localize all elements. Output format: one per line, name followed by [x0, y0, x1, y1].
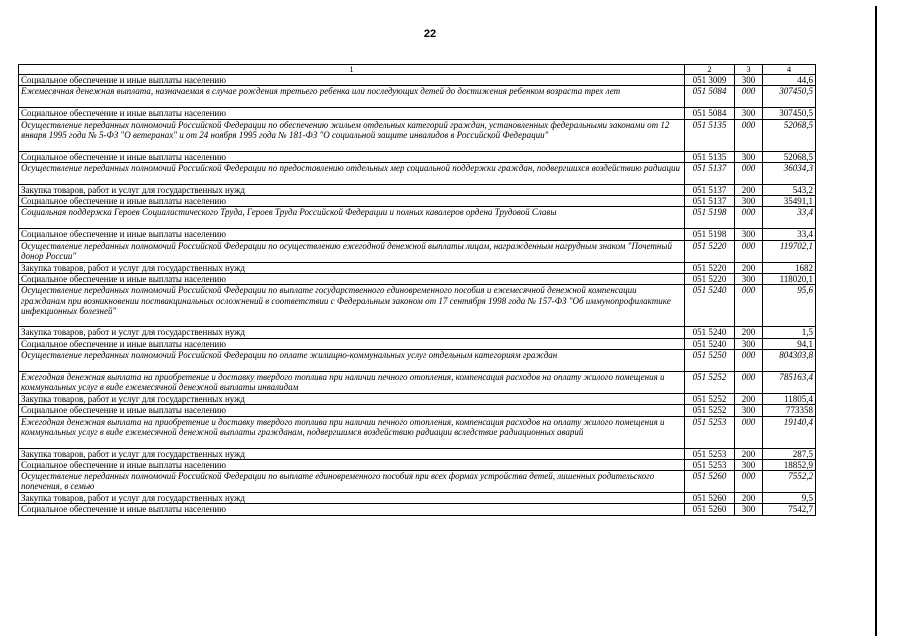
table-row [19, 108, 816, 119]
table-row [19, 196, 816, 207]
row-amount-cell: 785163,4 [763, 371, 816, 393]
row-type-cell: 300 [735, 229, 763, 240]
row-amount-cell: 9,5 [763, 493, 816, 504]
table-row [19, 86, 816, 108]
row-type-cell: 000 [735, 207, 763, 229]
table-row [19, 274, 816, 285]
row-type-cell: 000 [735, 162, 763, 184]
row-name-cell: Осуществление переданных полномочий Российской Федерации по выплате государственного единовременного пособия и ежемесячной денежной компенсации гражданам при возникновении поствакцинальных осложнений в соответствии с Федеральным законом от 17 сентября 1998 года № 157-ФЗ "Об иммунопрофилактике инфекционных болезней" [19, 285, 685, 327]
row-type-cell: 300 [735, 459, 763, 470]
row-type-cell: 000 [735, 285, 763, 327]
row-name-cell: Закупка товаров, работ и услуг для государственных нужд [19, 393, 685, 404]
row-amount-cell: 36034,3 [763, 162, 816, 184]
row-amount-cell: 307450,5 [763, 86, 816, 108]
table-row [19, 162, 816, 184]
table-row [19, 184, 816, 195]
row-code-cell: 051 5240 [685, 285, 735, 327]
table-row [19, 207, 816, 229]
row-amount-cell: 11805,4 [763, 393, 816, 404]
row-name-cell: Социальное обеспечение и иные выплаты населению [19, 338, 685, 349]
header-col-2: 2 [685, 65, 735, 75]
row-amount-cell: 33,4 [763, 207, 816, 229]
row-amount-cell: 52068,5 [763, 119, 816, 151]
row-name-cell: Ежегодная денежная выплата на приобретение и доставку твердого топлива при наличии печного отопления, компенсация расходов на оплату жилого помещения и коммунальных услуг в виде ежемесячной денежной выплаты гражданам, подвергшимся воздействию радиации вследствие радиационных аварий [19, 416, 685, 448]
row-amount-cell: 119702,1 [763, 240, 816, 262]
table-row [19, 229, 816, 240]
table-row [19, 349, 816, 371]
row-name-cell: Осуществление переданных полномочий Российской Федерации по выплате единовременного пособия при всех формах устройства детей, лишенных родительского попечения, в семью [19, 471, 685, 493]
row-name-cell: Закупка товаров, работ и услуг для государственных нужд [19, 448, 685, 459]
table-row [19, 338, 816, 349]
table-row [19, 151, 816, 162]
table-row [19, 262, 816, 273]
row-code-cell: 051 5198 [685, 207, 735, 229]
row-code-cell: 051 5137 [685, 184, 735, 195]
row-code-cell: 051 5240 [685, 327, 735, 338]
row-amount-cell: 543,2 [763, 184, 816, 195]
row-type-cell: 300 [735, 196, 763, 207]
row-amount-cell: 1,5 [763, 327, 816, 338]
row-code-cell: 051 5252 [685, 405, 735, 416]
row-amount-cell: 19140,4 [763, 416, 816, 448]
header-col-3: 3 [735, 65, 763, 75]
header-col-1: 1 [19, 65, 685, 75]
row-type-cell: 000 [735, 86, 763, 108]
row-code-cell: 051 5198 [685, 229, 735, 240]
row-code-cell: 051 5220 [685, 262, 735, 273]
row-name-cell: Социальное обеспечение и иные выплаты населению [19, 459, 685, 470]
row-name-cell: Социальное обеспечение и иные выплаты населению [19, 229, 685, 240]
row-type-cell: 200 [735, 327, 763, 338]
row-amount-cell: 33,4 [763, 229, 816, 240]
row-name-cell: Осуществление переданных полномочий Российской Федерации по предоставлению отдельных мер социальной поддержки граждан, подвергшихся воздействию радиации [19, 162, 685, 184]
budget-table [18, 64, 816, 516]
row-amount-cell: 7542,7 [763, 504, 816, 515]
row-code-cell: 051 5252 [685, 371, 735, 393]
page-number: 22 [423, 28, 437, 40]
row-name-cell: Закупка товаров, работ и услуг для государственных нужд [19, 327, 685, 338]
row-code-cell: 051 5137 [685, 162, 735, 184]
row-amount-cell: 804303,8 [763, 349, 816, 371]
row-name-cell: Социальное обеспечение и иные выплаты населению [19, 151, 685, 162]
row-code-cell: 051 5260 [685, 493, 735, 504]
table-row [19, 405, 816, 416]
row-code-cell: 051 5253 [685, 459, 735, 470]
row-code-cell: 051 5084 [685, 86, 735, 108]
row-type-cell: 000 [735, 471, 763, 493]
row-name-cell: Социальное обеспечение и иные выплаты населению [19, 405, 685, 416]
row-code-cell: 051 5253 [685, 448, 735, 459]
table-row [19, 371, 816, 393]
row-name-cell: Социальное обеспечение и иные выплаты населению [19, 196, 685, 207]
row-type-cell: 300 [735, 151, 763, 162]
row-code-cell: 051 5220 [685, 274, 735, 285]
row-name-cell: Закупка товаров, работ и услуг для государственных нужд [19, 262, 685, 273]
scan-edge-line [875, 6, 877, 636]
row-code-cell: 051 5260 [685, 504, 735, 515]
table-row [19, 493, 816, 504]
row-type-cell: 300 [735, 75, 763, 86]
row-code-cell: 051 5084 [685, 108, 735, 119]
row-code-cell: 051 5135 [685, 119, 735, 151]
row-name-cell: Социальное обеспечение и иные выплаты населению [19, 504, 685, 515]
table-row [19, 504, 816, 515]
row-name-cell: Ежемесячная денежная выплата, назначаемая в случае рождения третьего ребенка или последующих детей до достижения ребенком возраста трех лет [19, 86, 685, 108]
row-code-cell: 051 5220 [685, 240, 735, 262]
row-type-cell: 300 [735, 405, 763, 416]
row-type-cell: 300 [735, 108, 763, 119]
row-name-cell: Закупка товаров, работ и услуг для государственных нужд [19, 493, 685, 504]
table-body [19, 75, 816, 516]
row-name-cell: Закупка товаров, работ и услуг для государственных нужд [19, 184, 685, 195]
row-amount-cell: 52068,5 [763, 151, 816, 162]
row-name-cell: Ежегодная денежная выплата на приобретение и доставку твердого топлива при наличии печного отопления, компенсация расходов на оплату жилого помещения и коммунальных услуг в виде ежемесячной денежной выплаты инвалидам [19, 371, 685, 393]
row-code-cell: 051 5252 [685, 393, 735, 404]
row-type-cell: 300 [735, 504, 763, 515]
row-amount-cell: 44,6 [763, 75, 816, 86]
header-col-4: 4 [763, 65, 816, 75]
row-code-cell: 051 5135 [685, 151, 735, 162]
table-header-row [19, 65, 816, 75]
table-row [19, 75, 816, 86]
row-amount-cell: 35491,1 [763, 196, 816, 207]
table-row [19, 119, 816, 151]
row-amount-cell: 287,5 [763, 448, 816, 459]
row-type-cell: 200 [735, 493, 763, 504]
row-type-cell: 000 [735, 349, 763, 371]
row-code-cell: 051 5250 [685, 349, 735, 371]
row-name-cell: Осуществление переданных полномочий Российской Федерации по осуществлению ежегодной денежной выплаты лицам, награжденным нагрудным знаком "Почетный донор России" [19, 240, 685, 262]
row-type-cell: 300 [735, 274, 763, 285]
table-row [19, 416, 816, 448]
row-type-cell: 000 [735, 416, 763, 448]
table-row [19, 459, 816, 470]
table-row [19, 393, 816, 404]
row-amount-cell: 307450,5 [763, 108, 816, 119]
table-row [19, 471, 816, 493]
row-amount-cell: 1682 [763, 262, 816, 273]
row-amount-cell: 95,6 [763, 285, 816, 327]
table-row [19, 448, 816, 459]
row-amount-cell: 18852,9 [763, 459, 816, 470]
row-code-cell: 051 3009 [685, 75, 735, 86]
table-row [19, 327, 816, 338]
row-amount-cell: 773358 [763, 405, 816, 416]
table-row [19, 240, 816, 262]
row-type-cell: 000 [735, 240, 763, 262]
row-code-cell: 051 5240 [685, 338, 735, 349]
row-amount-cell: 118020,1 [763, 274, 816, 285]
row-name-cell: Социальное обеспечение и иные выплаты населению [19, 108, 685, 119]
row-type-cell: 200 [735, 448, 763, 459]
row-name-cell: Осуществление переданных полномочий Российской Федерации по обеспечению жильем отдельных категорий граждан, установленных федеральными законами от 12 января 1995 года № 5-ФЗ "О ветеранах" и от 24 ноября 1995 года № 181-ФЗ "О социальной защите инвалидов в Российской Федерации" [19, 119, 685, 151]
row-code-cell: 051 5137 [685, 196, 735, 207]
table-row [19, 285, 816, 327]
row-type-cell: 200 [735, 393, 763, 404]
row-amount-cell: 94,1 [763, 338, 816, 349]
row-type-cell: 200 [735, 184, 763, 195]
row-type-cell: 300 [735, 338, 763, 349]
row-name-cell: Социальная поддержка Героев Социалистического Труда, Героев Труда Российской Федерации и полных кавалеров ордена Трудовой Славы [19, 207, 685, 229]
row-name-cell: Социальное обеспечение и иные выплаты населению [19, 75, 685, 86]
row-type-cell: 000 [735, 371, 763, 393]
row-name-cell: Социальное обеспечение и иные выплаты населению [19, 274, 685, 285]
row-amount-cell: 7552,2 [763, 471, 816, 493]
row-code-cell: 051 5253 [685, 416, 735, 448]
row-name-cell: Осуществление переданных полномочий Российской Федерации по оплате жилищно-коммунальных услуг отдельным категориям граждан [19, 349, 685, 371]
row-code-cell: 051 5260 [685, 471, 735, 493]
row-type-cell: 000 [735, 119, 763, 151]
row-type-cell: 200 [735, 262, 763, 273]
